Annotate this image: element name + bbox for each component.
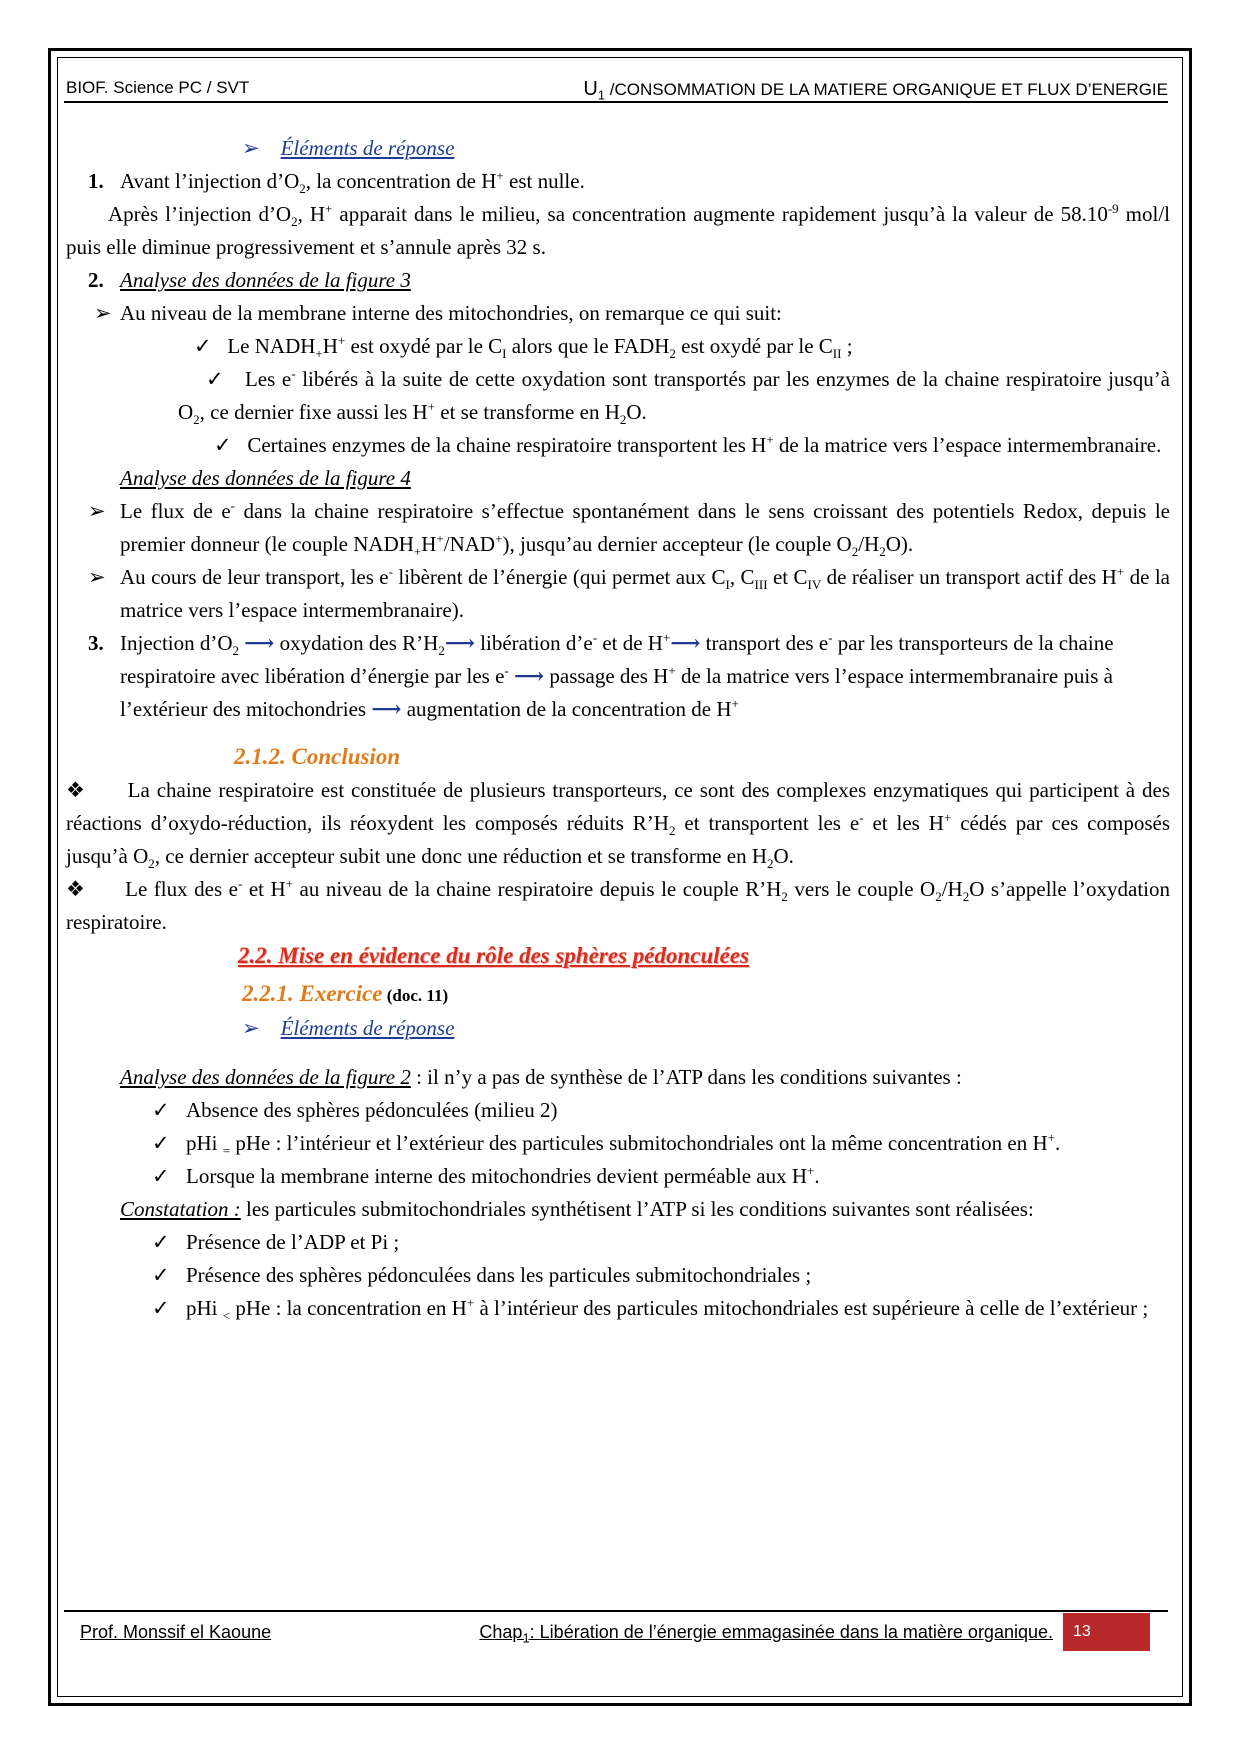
answer-2-heading: 2. Analyse des données de la figure 3: [88, 268, 411, 292]
triangle-bullet-icon: ➢: [242, 1016, 260, 1040]
arrow-icon: ⟶: [444, 631, 475, 655]
fig3-check-2: ✓ Les e- libérés à la suite de cette oxydation sont transportés par les enzymes de la chaine respiratoire jusqu’à $O_2$, ce dernier fixe aussi les H+ et se transforme en $H_2O$.: [178, 366, 1171, 428]
elements-heading-1: ➢ Éléments de réponse: [74, 132, 1170, 165]
triangle-bullet-icon: ➢: [242, 136, 260, 160]
header-left: BIOF. Science PC / SVT: [66, 78, 250, 97]
check-icon: ✓: [194, 334, 212, 358]
fig4-heading: Analyse des données de la figure 4: [120, 466, 411, 490]
check-icon: ✓: [152, 1131, 170, 1155]
arrow-icon: ⟶: [371, 697, 402, 721]
answer-1-detail: Après l’injection $d’O_2$, H+ apparait dans le milieu, sa concentration augmente rapidement jusqu’à la valeur de $58.10^{-9}$ mol/l puis elle diminue progressivement et s’annule après 32 s.: [66, 201, 1171, 259]
elements-heading-2: ➢ Éléments de réponse: [74, 1012, 1170, 1045]
fig4-bullet-1: ➢ Le flux de e- dans la chaine respiratoire s’effectue spontanément dans le sens croissant des potentiels Redox, depuis le premier donneur (le couple $NADH_+H^+/NAD^+$), jusqu’au dernier accepteur (le couple $O_2/H_2O$).: [74, 495, 1170, 561]
check-icon: ✓: [152, 1230, 170, 1254]
arrow-icon: ⟶: [514, 664, 545, 688]
footer-chapter: Chap$_1$: Libération de l’énergie emmagasinée dans la matière organique.: [479, 1622, 1053, 1646]
section-2-2-heading: 2.2. Mise en évidence du rôle des sphères pédonculées: [238, 943, 750, 968]
footer-rule: [64, 1610, 1168, 1612]
check-icon: ✓: [152, 1263, 170, 1287]
conclusion-point-1: ❖ La chaine respiratoire est constituée de plusieurs transporteurs, ce sont des complexes enzymatiques qui participent à des réactions d’oxydo-réduction, ils réoxydent les composés réduits $R’H_2$ et transportent les e- et les H+ cédés par ces composés jusqu’à $O_2$, ce dernier accepteur subit une donc une réduction et se transforme en $H_2O$.: [66, 778, 1170, 872]
arrow-icon: ⟶: [670, 631, 701, 655]
check-icon: ✓: [152, 1164, 170, 1188]
conclusion-heading: 2.1.2. Conclusion: [234, 744, 401, 769]
fig2-check-1: ✓ Absence des sphères pédonculées (milieu 2): [74, 1094, 1170, 1127]
page-content: [66, 132, 1171, 1325]
check-icon: ✓: [152, 1098, 170, 1122]
check-icon: ✓: [206, 367, 225, 391]
check-icon: ✓: [152, 1296, 170, 1320]
header-right: $U_1$ /CONSOMMATION DE LA MATIERE ORGANIQUE ET FLUX D’ENERGIE: [583, 78, 1168, 103]
const-check-3: ✓ pHi $_<$ pHe : la concentration en H+ à l’intérieur des particules mitochondriales est supérieure à celle de l’extérieur ;: [74, 1292, 1170, 1325]
diamond-bullet-icon: ❖: [66, 778, 87, 802]
footer-author: Prof. Monssif el Kaoune: [80, 1622, 272, 1642]
fig2-check-2: ✓ pHi $_=$ pHe : l’intérieur et l’extérieur des particules submitochondriales ont la même concentration en H+.: [74, 1127, 1170, 1160]
fig3-check-1: ✓ Le $NADH_+H^+$ est oxydé par le $C_I$ alors que le $FADH_2$ est oxydé par le $C_{II}$ ;: [194, 333, 853, 362]
check-icon: ✓: [214, 433, 232, 457]
fig2-check-3: ✓ Lorsque la membrane interne des mitochondries devient perméable aux H+.: [74, 1160, 1170, 1193]
answer-3: 3. Injection $d’O_2$ ⟶ oxydation des $R’H_2⟶$ libération d’e- et de H+⟶ transport des e- par les transporteurs de la chaine respiratoire avec libération d’énergie par les e- ⟶ passage des H+ de la matrice vers l’espace intermembranaire puis à l’extérieur des mitochondries ⟶ augmentation de la concentration de H+: [88, 630, 1114, 721]
triangle-bullet-icon: ➢: [94, 301, 112, 325]
fig3-check-3: ✓ Certaines enzymes de la chaine respiratoire transportent les H+ de la matrice vers l’espace intermembranaire.: [214, 432, 1162, 457]
triangle-bullet-icon: ➢: [88, 499, 106, 523]
page-number: 13: [1063, 1613, 1150, 1651]
exercise-heading: 2.2.1. Exercice (doc. 11): [242, 981, 449, 1006]
constatation: Constatation : les particules submitochondriales synthétisent l’ATP si les conditions suivantes sont réalisées:: [120, 1197, 1034, 1221]
diamond-bullet-icon: ❖: [66, 877, 87, 901]
arrow-icon: ⟶: [244, 631, 275, 655]
answer-1: 1. Avant l’injection $d’O_2$, la concentration de H+ est nulle.: [88, 168, 585, 197]
fig4-bullet-2: ➢ Au cours de leur transport, les e- libèrent de l’énergie (qui permet aux $C_I$, $C_{III}$ et $C_{IV}$ de réaliser un transport actif des H+ de la matrice vers l’espace intermembranaire).: [74, 561, 1170, 627]
header-rule: [64, 101, 1168, 103]
const-check-2: ✓ Présence des sphères pédonculées dans les particules submitochondriales ;: [74, 1259, 1170, 1292]
fig2-analysis: Analyse des données de la figure 2 : il n’y a pas de synthèse de l’ATP dans les conditions suivantes :: [120, 1065, 962, 1089]
conclusion-point-2: ❖ Le flux des e- et H+ au niveau de la chaine respiratoire depuis le couple $R’H_2$ vers le couple $O_2/H_2O$ s’appelle l’oxydation respiratoire.: [66, 876, 1171, 934]
const-check-1: ✓ Présence de l’ADP et Pi ;: [74, 1226, 1170, 1259]
fig3-intro: ➢ Au niveau de la membrane interne des mitochondries, on remarque ce qui suit:: [74, 297, 1170, 330]
triangle-bullet-icon: ➢: [88, 565, 106, 589]
